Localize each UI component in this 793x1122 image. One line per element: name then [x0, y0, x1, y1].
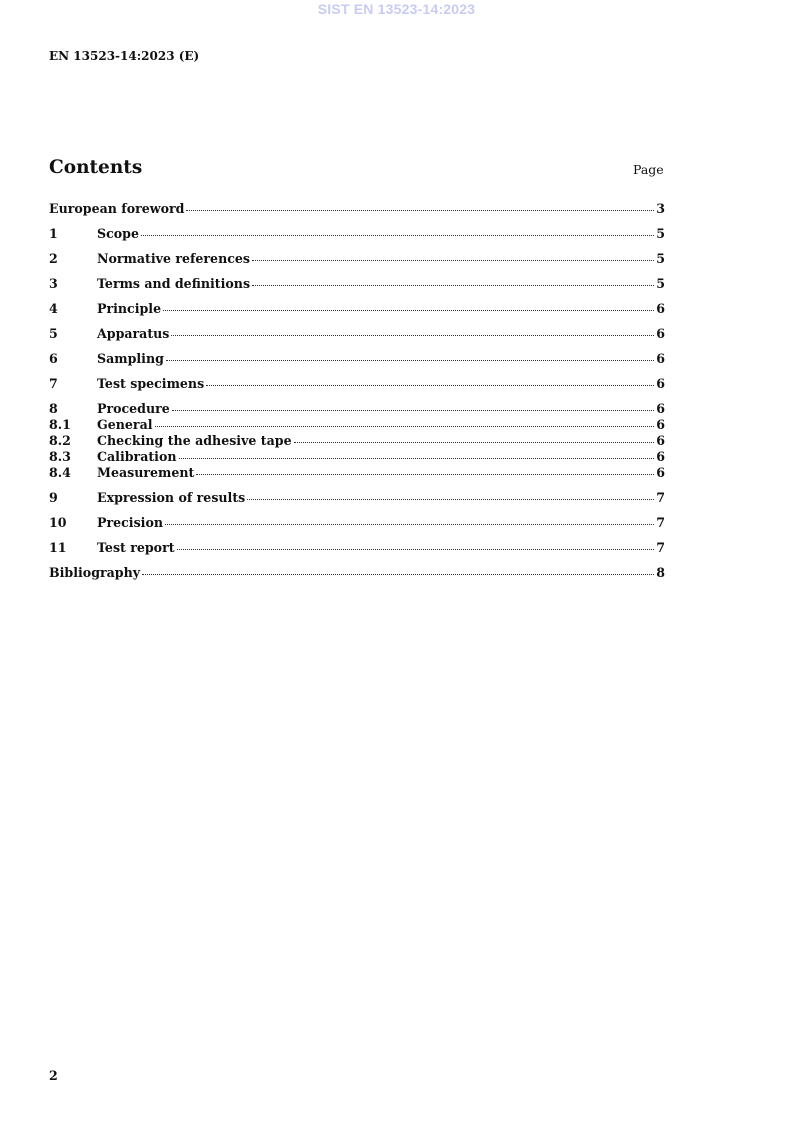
toc-entry-number: 9: [49, 490, 58, 505]
toc-entry-apparatus[interactable]: [49, 326, 665, 342]
toc-entry-number: 8: [49, 401, 58, 416]
toc-leader-dots: [294, 441, 655, 443]
page-number: 2: [49, 1068, 58, 1083]
toc-entry-page: 6: [656, 351, 665, 366]
toc-entry-number: 6: [49, 351, 58, 366]
toc-leader-dots: [247, 498, 654, 500]
toc-leader-dots: [196, 473, 654, 475]
toc-entry-page: 6: [656, 449, 665, 464]
toc-entry-page: 8: [656, 565, 665, 580]
toc-entry-page: 7: [656, 540, 665, 555]
toc-leader-dots: [163, 309, 654, 311]
toc-entry-title: Precision: [97, 515, 164, 530]
toc-entry-number: 8.3: [49, 449, 71, 464]
toc-entry-checking-adhesive-tape[interactable]: [49, 433, 665, 449]
toc-entry-page: 6: [656, 376, 665, 391]
toc-entry-title: Principle: [97, 301, 162, 316]
toc-leader-dots: [177, 548, 655, 550]
toc-entry-number: 5: [49, 326, 58, 341]
toc-leader-dots: [141, 234, 654, 236]
toc-entry-bibliography[interactable]: [49, 565, 665, 581]
toc-leader-dots: [142, 573, 654, 575]
toc-entry-expression-of-results[interactable]: [49, 490, 665, 506]
toc-entry-page: 6: [656, 401, 665, 416]
toc-entry-page: 5: [656, 276, 665, 291]
toc-entry-title: Test report: [97, 540, 175, 555]
toc-entry-test-report[interactable]: [49, 540, 665, 556]
toc-entry-title: Sampling: [97, 351, 164, 366]
toc-entry-title: Calibration: [97, 449, 177, 464]
toc-entry-number: 8.2: [49, 433, 71, 448]
toc-leader-dots: [172, 409, 654, 411]
toc-entry-title: Checking the adhesive tape: [97, 433, 292, 448]
toc-entry-title: Terms and definitions: [97, 276, 251, 291]
toc-entry-number: 3: [49, 276, 58, 291]
toc-entry-number: 4: [49, 301, 58, 316]
toc-entry-number: 10: [49, 515, 67, 530]
toc-entry-page: 3: [656, 201, 665, 216]
toc-entry-title: General: [97, 417, 153, 432]
toc-entry-title: Bibliography: [49, 565, 141, 580]
toc-entry-title: Apparatus: [97, 326, 170, 341]
toc-entry-number: 8.4: [49, 465, 71, 480]
toc-entry-principle[interactable]: [49, 301, 665, 317]
toc-leader-dots: [179, 457, 655, 459]
toc-leader-dots: [166, 359, 654, 361]
toc-entry-general[interactable]: [49, 417, 665, 433]
toc-entry-measurement[interactable]: [49, 465, 665, 481]
toc-leader-dots: [252, 259, 654, 261]
toc-leader-dots: [252, 284, 654, 286]
page-column-label: Page: [633, 162, 664, 177]
toc-entry-normative-references[interactable]: [49, 251, 665, 267]
toc-entry-number: 8.1: [49, 417, 71, 432]
toc-entry-page: 7: [656, 515, 665, 530]
toc-entry-test-specimens[interactable]: [49, 376, 665, 392]
toc-entry-page: 6: [656, 417, 665, 432]
toc-leader-dots: [206, 384, 654, 386]
toc-entry-sampling[interactable]: [49, 351, 665, 367]
toc-entry-title: Measurement: [97, 465, 195, 480]
toc-entry-page: 6: [656, 326, 665, 341]
toc-leader-dots: [171, 334, 654, 336]
toc-entry-page: 6: [656, 301, 665, 316]
toc-entry-title: Procedure: [97, 401, 170, 416]
toc-entry-title: European foreword: [49, 201, 185, 216]
toc-entry-page: 5: [656, 226, 665, 241]
toc-entry-page: 7: [656, 490, 665, 505]
toc-entry-title: Expression of results: [97, 490, 246, 505]
toc-entry-page: 6: [656, 433, 665, 448]
contents-title: Contents: [49, 157, 143, 178]
toc-entry-page: 6: [656, 465, 665, 480]
toc-leader-dots: [155, 425, 655, 427]
document-id: EN 13523-14:2023 (E): [49, 49, 200, 63]
toc-entry-scope[interactable]: [49, 226, 665, 242]
toc-entry-number: 7: [49, 376, 58, 391]
table-of-contents: [49, 201, 665, 590]
toc-entry-procedure[interactable]: [49, 401, 665, 417]
toc-entry-european-foreword[interactable]: [49, 201, 665, 217]
toc-entry-number: 2: [49, 251, 58, 266]
toc-entry-title: Scope: [97, 226, 139, 241]
toc-entry-terms-and-definitions[interactable]: [49, 276, 665, 292]
toc-entry-calibration[interactable]: [49, 449, 665, 465]
toc-entry-number: 1: [49, 226, 58, 241]
toc-entry-number: 11: [49, 540, 67, 555]
toc-entry-precision[interactable]: [49, 515, 665, 531]
toc-entry-page: 5: [656, 251, 665, 266]
watermark: SIST EN 13523-14:2023: [317, 1, 476, 17]
toc-leader-dots: [186, 209, 654, 211]
toc-entry-title: Test specimens: [97, 376, 205, 391]
toc-leader-dots: [165, 523, 654, 525]
toc-entry-title: Normative references: [97, 251, 251, 266]
